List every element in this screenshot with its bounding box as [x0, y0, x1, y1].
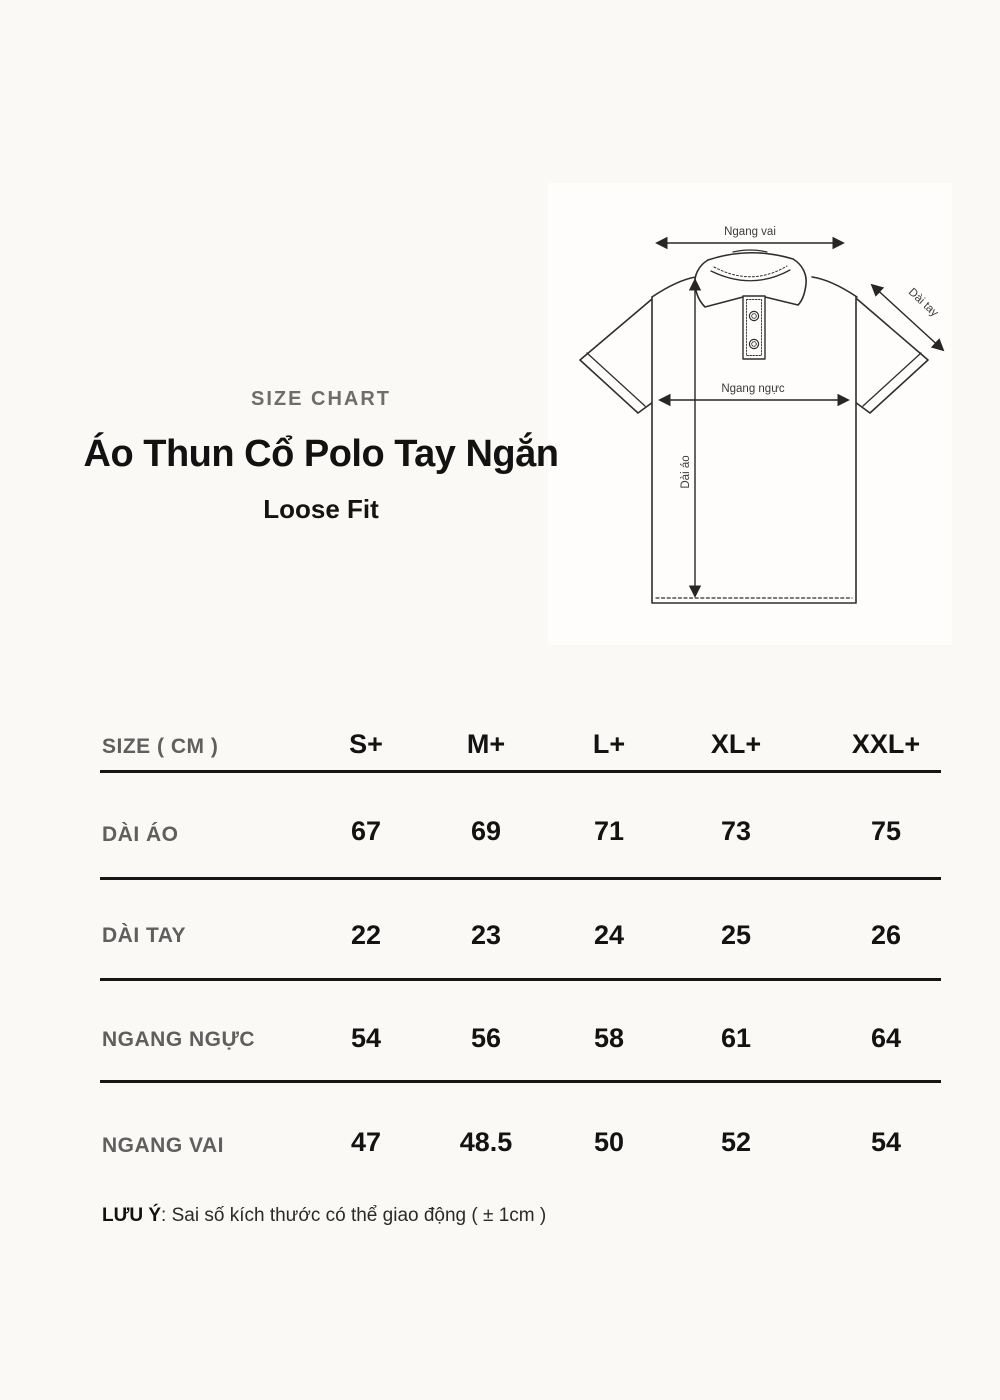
button-top-icon: [749, 311, 758, 320]
cell-ngang-nguc-s: 54: [350, 1023, 382, 1053]
row-label-dai-ao: DÀI ÁO: [102, 823, 179, 846]
divider-row2: [100, 978, 941, 981]
cell-ngang-nguc-xl: 61: [720, 1023, 752, 1053]
chest-label: Ngang ngực: [721, 383, 785, 395]
table-header-label: SIZE ( CM ): [102, 735, 219, 758]
cell-dai-ao-xxl: 75: [870, 816, 902, 846]
tolerance-note-label: LƯU Ý: [102, 1205, 162, 1226]
collar-back: [733, 250, 767, 252]
sleeve-label: Dài tay: [905, 286, 941, 320]
left-shoulder-seam: [652, 277, 696, 297]
polo-outline: [580, 250, 928, 603]
length-label: Dài áo: [680, 455, 692, 489]
button-bottom-icon: [749, 339, 758, 348]
fit-subtitle: Loose Fit: [263, 494, 379, 524]
cell-dai-ao-l: 71: [593, 816, 625, 846]
shoulder-label: Ngang vai: [724, 226, 776, 238]
page-title: Áo Thun Cổ Polo Tay Ngắn: [83, 433, 559, 475]
collar-top: [708, 253, 793, 260]
cell-ngang-nguc-m: 56: [470, 1023, 502, 1053]
divider-header: [100, 770, 941, 773]
cell-dai-tay-s: 22: [350, 920, 382, 950]
cell-dai-ao-m: 69: [470, 816, 502, 846]
cell-dai-tay-xxl: 26: [870, 920, 902, 950]
row-label-ngang-nguc: NGANG NGỰC: [102, 1028, 256, 1051]
cell-ngang-vai-m: 48.5: [459, 1127, 513, 1157]
cell-dai-ao-s: 67: [350, 816, 382, 846]
cell-dai-tay-l: 24: [593, 920, 625, 950]
cell-dai-ao-xl: 73: [720, 816, 752, 846]
divider-row1: [100, 877, 941, 880]
tolerance-note-text: : Sai số kích thước có thể giao động ( ± 1cm ): [161, 1205, 547, 1226]
cell-ngang-vai-xxl: 54: [870, 1127, 902, 1157]
polo-measurement-diagram: [545, 180, 960, 625]
tolerance-note: [102, 1205, 546, 1227]
neckline-stitch: [714, 266, 787, 277]
cell-dai-tay-m: 23: [470, 920, 502, 950]
size-col-l: L+: [592, 729, 626, 759]
cell-ngang-vai-xl: 52: [720, 1127, 752, 1157]
size-col-xxl: XXL+: [851, 729, 921, 759]
right-shoulder-seam: [812, 277, 857, 297]
divider-row3: [100, 1080, 941, 1083]
row-label-dai-tay: DÀI TAY: [102, 924, 187, 947]
size-col-s: S+: [349, 729, 383, 759]
eyebrow-size-chart: SIZE CHART: [251, 388, 391, 410]
collar-right-flap: [765, 259, 806, 305]
cell-ngang-nguc-xxl: 64: [870, 1023, 902, 1053]
cell-dai-tay-xl: 25: [720, 920, 752, 950]
heading-block: [61, 388, 581, 525]
cell-ngang-vai-l: 50: [593, 1127, 625, 1157]
size-col-xl: XL+: [710, 729, 762, 759]
row-label-ngang-vai: NGANG VAI: [102, 1134, 224, 1157]
size-col-m: M+: [466, 729, 506, 759]
cell-ngang-vai-s: 47: [350, 1127, 382, 1157]
cell-ngang-nguc-l: 58: [593, 1023, 625, 1053]
